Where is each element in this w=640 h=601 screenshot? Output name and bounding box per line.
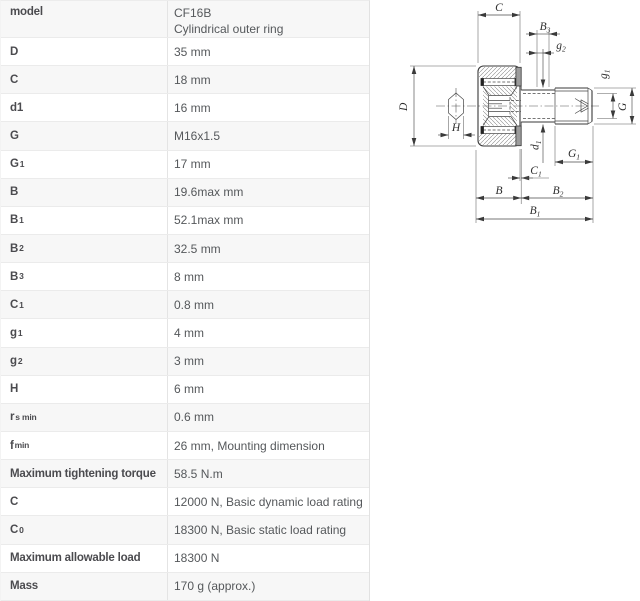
spec-value — [168, 348, 369, 375]
spec-row-7 — [1, 207, 369, 235]
spec-value-line: 6 mm — [174, 382, 204, 397]
spec-label-text: H — [10, 383, 19, 396]
spec-value-line: 58.5 N.m — [174, 466, 223, 481]
spec-label — [1, 207, 168, 234]
spec-label — [1, 545, 168, 572]
spec-row-18 — [1, 516, 369, 544]
spec-label-text: C — [10, 495, 19, 508]
spec-value-line: 12000 N, Basic dynamic load rating — [174, 494, 363, 509]
spec-value-line: 19.6max mm — [174, 185, 244, 200]
spec-label — [1, 516, 168, 543]
spec-label — [1, 291, 168, 318]
spec-value — [168, 319, 369, 346]
spec-label-text: d1 — [10, 101, 24, 114]
spec-label-text: B — [10, 186, 19, 199]
spec-label-subscript: 2 — [17, 355, 23, 366]
spec-row-16 — [1, 460, 369, 488]
spec-label — [1, 235, 168, 262]
spec-value — [168, 432, 369, 459]
spec-value-line: 17 mm — [174, 157, 211, 172]
spec-value — [168, 404, 369, 431]
spec-value-line: 26 mm, Mounting dimension — [174, 438, 325, 453]
spec-row-20 — [1, 573, 369, 601]
cam-follower-drawing-svg — [398, 0, 640, 240]
spec-row-6 — [1, 179, 369, 207]
spec-label-text: B — [10, 242, 19, 255]
spec-value — [168, 94, 369, 121]
spec-label-text: model — [10, 6, 43, 18]
spec-row-17 — [1, 488, 369, 516]
spec-label-text: f — [10, 439, 14, 452]
spec-value — [168, 460, 369, 487]
spec-value — [168, 151, 369, 178]
spec-label-text: C — [10, 298, 19, 311]
spec-value — [168, 179, 369, 206]
dim-label-B3: $B_3$ — [539, 21, 551, 35]
spec-row-8 — [1, 235, 369, 263]
spec-value-line: 16 mm — [174, 100, 211, 115]
spec-label-text: r — [10, 411, 15, 424]
spec-row-12 — [1, 348, 369, 376]
spec-label — [1, 1, 168, 37]
spec-value-line: 52.1max mm — [174, 213, 244, 228]
spec-label-text: Maximum allowable load — [10, 552, 141, 565]
spec-value-line: 170 g (approx.) — [174, 579, 256, 594]
spec-label-text: g — [10, 355, 17, 368]
spec-label-text: D — [10, 45, 19, 58]
dim-label-G: G — [617, 102, 629, 111]
spec-row-13 — [1, 376, 369, 404]
spec-value — [168, 38, 369, 65]
dim-label-D: D — [398, 102, 410, 111]
spec-row-5 — [1, 151, 369, 179]
spec-label-subscript: min — [14, 440, 30, 451]
spec-value-line: 0.6 mm — [174, 410, 215, 425]
spec-label-text: Maximum tightening torque — [10, 467, 156, 480]
spec-label — [1, 404, 168, 431]
spec-label-subscript: s min — [15, 412, 37, 423]
spec-label-text: g — [10, 326, 17, 339]
spec-value-line: M16x1.5 — [174, 128, 221, 143]
spec-label-subscript: 1 — [19, 158, 25, 169]
spec-label — [1, 66, 168, 93]
spec-label-text: G — [10, 129, 19, 142]
spec-row-1 — [1, 38, 369, 66]
spec-value — [168, 488, 369, 515]
spec-label-text: C — [10, 73, 19, 86]
spec-row-11 — [1, 319, 369, 347]
spec-value — [168, 263, 369, 290]
spec-label-text: B — [10, 214, 19, 227]
spec-label — [1, 263, 168, 290]
spec-label-subscript: 3 — [19, 271, 24, 282]
spec-row-9 — [1, 263, 369, 291]
spec-row-15 — [1, 432, 369, 460]
spec-label-subscript: 1 — [19, 215, 24, 226]
dim-label-G1: $G_1$ — [567, 148, 581, 162]
spec-label — [1, 376, 168, 403]
dim-label-g1: $g_1$ — [598, 69, 612, 79]
spec-label-subscript: 0 — [19, 524, 24, 535]
spec-label — [1, 319, 168, 346]
centerlines — [436, 88, 599, 124]
spec-label — [1, 432, 168, 459]
spec-value-line: 35 mm — [174, 44, 211, 59]
spec-value — [168, 376, 369, 403]
dimension-lines — [410, 11, 636, 223]
spec-value-line: 18300 N — [174, 551, 220, 566]
spec-value — [168, 516, 369, 543]
spec-row-19 — [1, 545, 369, 573]
spec-value — [168, 235, 369, 262]
dim-label-d1: $d_1$ — [529, 140, 543, 150]
spec-label-subscript: 1 — [19, 299, 24, 310]
spec-row-3 — [1, 94, 369, 122]
spec-row-14 — [1, 404, 369, 432]
spec-value-line: Cylindrical outer ring — [174, 22, 284, 36]
spec-value-line: 4 mm — [174, 325, 204, 340]
spec-value — [168, 1, 369, 37]
spec-label — [1, 348, 168, 375]
spec-value-line: 18 mm — [174, 72, 211, 87]
dim-label-H: H — [451, 122, 461, 134]
spec-row-2 — [1, 66, 369, 94]
spec-row-4 — [1, 122, 369, 150]
spec-value — [168, 122, 369, 149]
spec-row-0 — [1, 1, 369, 38]
spec-label-subscript: 2 — [19, 243, 24, 254]
spec-value — [168, 545, 369, 572]
spec-label — [1, 179, 168, 206]
spec-value-line: 18300 N, Basic static load rating — [174, 522, 347, 537]
dim-label-B: B — [495, 185, 503, 197]
spec-value — [168, 66, 369, 93]
spec-value-line: 3 mm — [174, 354, 204, 369]
spec-value-line: 0.8 mm — [174, 297, 215, 312]
spec-label-text: C — [10, 523, 19, 536]
spec-label-text: Mass — [10, 580, 38, 593]
spec-label — [1, 151, 168, 178]
spec-label — [1, 573, 168, 600]
spec-label-subscript: 1 — [17, 327, 23, 338]
dim-label-g2: $g_2$ — [556, 40, 566, 54]
spec-label-text: B — [10, 270, 19, 283]
spec-row-10 — [1, 291, 369, 319]
spec-label — [1, 122, 168, 149]
spec-value — [168, 573, 369, 600]
spec-value-line: 8 mm — [174, 269, 204, 284]
spec-label — [1, 488, 168, 515]
spec-value-line: CF16B — [174, 6, 212, 20]
technical-drawing — [398, 0, 640, 240]
spec-value-line: 32.5 mm — [174, 241, 221, 256]
dim-label-B2: $B_2$ — [552, 185, 564, 199]
dim-label-C1: $C_1$ — [530, 165, 542, 179]
spec-value — [168, 207, 369, 234]
spec-label — [1, 94, 168, 121]
spec-label-text: G — [10, 158, 19, 171]
dim-label-C: C — [495, 2, 503, 14]
spec-value — [168, 291, 369, 318]
spec-label — [1, 38, 168, 65]
dim-label-B1: $B_1$ — [529, 205, 541, 219]
spec-label — [1, 460, 168, 487]
